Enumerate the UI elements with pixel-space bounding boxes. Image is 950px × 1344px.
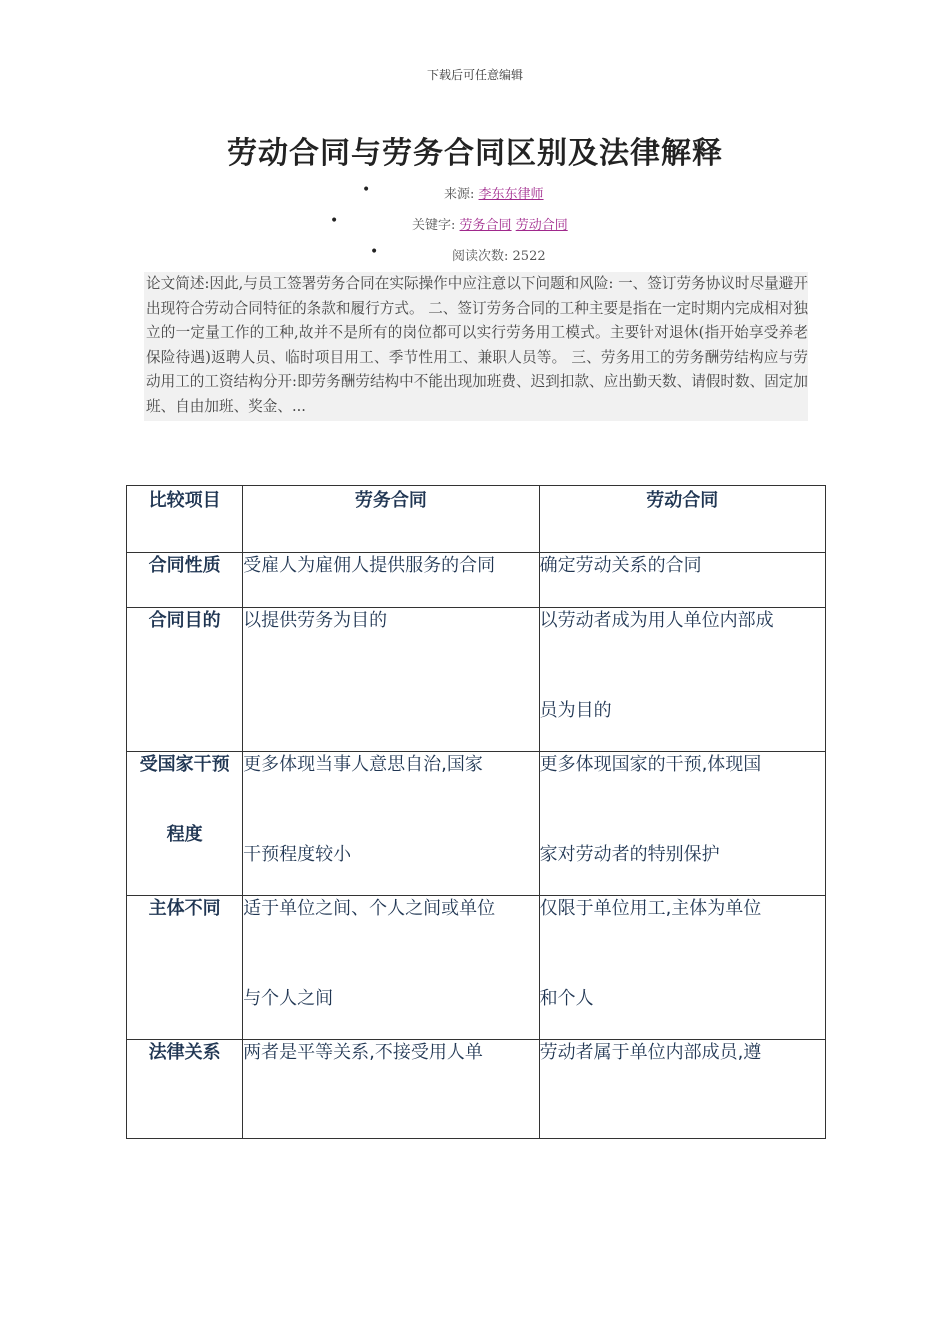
table-row bbox=[127, 1040, 826, 1139]
row-label: 法律关系 bbox=[127, 1040, 243, 1139]
row-label: 合同性质 bbox=[127, 553, 243, 608]
bullet-icon: • bbox=[370, 244, 379, 260]
table-row bbox=[127, 752, 826, 896]
meta-source bbox=[0, 182, 950, 202]
row-label: 受国家干预 程度 bbox=[127, 752, 243, 896]
bullet-icon: • bbox=[330, 213, 339, 229]
labor-cell: 以劳动者成为用人单位内部成 员为目的 bbox=[539, 608, 825, 752]
row-label: 主体不同 bbox=[127, 896, 243, 1040]
table-row bbox=[127, 608, 826, 752]
header-cell-service: 劳务合同 bbox=[243, 486, 539, 553]
source-link[interactable]: 李东东律师 bbox=[478, 187, 544, 202]
labor-cell: 更多体现国家的干预,体现国 家对劳动者的特别保护 bbox=[539, 752, 825, 896]
keywords-label: 关键字: bbox=[412, 218, 456, 233]
table-row bbox=[127, 553, 826, 608]
header-note: 下载后可任意编辑 bbox=[426, 68, 523, 82]
service-cell: 以提供劳务为目的 bbox=[243, 608, 539, 752]
keyword-link-service[interactable]: 劳务合同 bbox=[459, 218, 512, 233]
table-header-row bbox=[127, 486, 826, 553]
header-cell-labor: 劳动合同 bbox=[539, 486, 825, 553]
labor-cell: 确定劳动关系的合同 bbox=[539, 553, 825, 608]
comparison-table bbox=[126, 485, 826, 1139]
bullet-icon: • bbox=[362, 182, 371, 198]
keyword-link-labor[interactable]: 劳动合同 bbox=[515, 218, 568, 233]
labor-cell: 劳动者属于单位内部成员,遵 bbox=[539, 1040, 825, 1139]
service-cell: 受雇人为雇佣人提供服务的合同 bbox=[243, 553, 539, 608]
service-cell: 更多体现当事人意思自治,国家 干预程度较小 bbox=[243, 752, 539, 896]
row-label: 合同目的 bbox=[127, 608, 243, 752]
article-summary: 论文简述:因此,与员工签署劳务合同在实际操作中应注意以下问题和风险: 一、签订劳务协议时尽量避开出现符合劳动合同特征的条款和履行方式。 二、签订劳务合同的工种主要是指在一定时期内完成相对独立的一定量工作的工种,故并不是所有的岗位都可以实行劳务用工模式。主要针对退休(指开始享受养老保险待遇)返聘人员、临时项目用工、季节性用工、兼职人员等。 三、劳务用工的劳务酬劳结构应与劳动用工的工资结构分开:即劳务酬劳结构中不能出现加班费、迟到扣款、应出勤天数、请假时数、固定加班、自由加班、奖金、... bbox=[144, 272, 808, 421]
service-cell: 适于单位之间、个人之间或单位 与个人之间 bbox=[243, 896, 539, 1040]
labor-cell: 仅限于单位用工,主体为单位 和个人 bbox=[539, 896, 825, 1040]
header-cell-item: 比较项目 bbox=[127, 486, 243, 553]
source-label: 来源: bbox=[444, 187, 475, 202]
page-title: 劳动合同与劳务合同区别及法律解释 bbox=[227, 136, 723, 171]
reads-label: 阅读次数: bbox=[452, 249, 509, 264]
service-cell: 两者是平等关系,不接受用人单 bbox=[243, 1040, 539, 1139]
meta-keywords bbox=[0, 213, 950, 233]
table-row bbox=[127, 896, 826, 1040]
reads-count: 2522 bbox=[512, 249, 546, 264]
meta-reads bbox=[0, 244, 950, 264]
